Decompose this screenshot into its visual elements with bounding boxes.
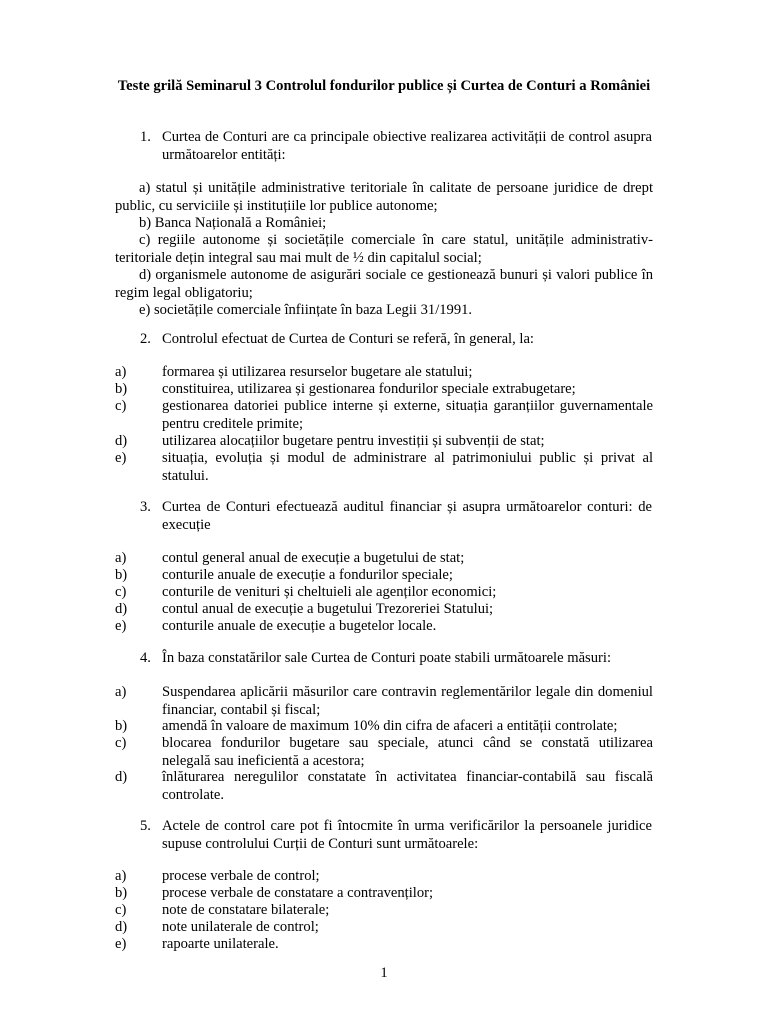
option-letter: b)	[115, 567, 128, 583]
question-2-number: 2.	[140, 331, 151, 347]
option-text: amendă în valoare de maximum 10% din cifra de afaceri a entității controlate;	[162, 718, 618, 734]
option-letter: a)	[115, 868, 127, 884]
option-text: înlăturarea neregulilor constatate în activitatea financiar-contabilă sau fiscală controlate.	[162, 769, 653, 803]
option-text: note unilaterale de control;	[162, 919, 319, 935]
option-letter: c)	[115, 902, 127, 918]
question-4-text: În baza constatărilor sale Curtea de Conturi poate stabili următoarele măsuri:	[162, 650, 612, 666]
option-letter: d)	[115, 433, 128, 449]
option-letter: d)	[115, 601, 128, 617]
question-4-number: 4.	[140, 650, 151, 666]
question-3-text: Curtea de Conturi efectuează auditul financiar și asupra următoarelor conturi: de execuție	[162, 499, 652, 533]
option-text: gestionarea datoriei publice interne și externe, situația garanțiilor guvernamentale pentru creditele primite;	[162, 398, 653, 432]
option-letter: b)	[115, 885, 128, 901]
option-letter: a)	[115, 550, 127, 566]
option-letter: b)	[115, 718, 128, 734]
question-1-option-c: c) regiile autonome și societățile comerciale în care statul, unitățile administrativ-teritoriale dețin integral sau mai mult de ½ din capitalul social;	[115, 232, 653, 266]
option-text: formarea și utilizarea resurselor bugetare ale statului;	[162, 364, 473, 380]
option-text: conturile anuale de execuție a fondurilor speciale;	[162, 567, 453, 583]
option-text: utilizarea alocațiilor bugetare pentru investiții și subvenții de stat;	[162, 433, 545, 449]
question-1-text: Curtea de Conturi are ca principale obiective realizarea activității de control asupra următoarelor entități:	[162, 129, 652, 163]
option-text: rapoarte unilaterale.	[162, 936, 279, 952]
option-text: procese verbale de constatare a contravenților;	[162, 885, 434, 901]
option-letter: a)	[115, 684, 127, 700]
option-text: Suspendarea aplicării măsurilor care contravin reglementărilor legale din domeniul financiar, contabil și fiscal;	[162, 684, 653, 718]
option-letter: d)	[115, 919, 128, 935]
question-1-option-e: e) societățile comerciale înființate în baza Legii 31/1991.	[139, 302, 473, 318]
option-text: procese verbale de control;	[162, 868, 320, 884]
question-1-number: 1.	[140, 129, 151, 145]
option-letter: c)	[115, 398, 127, 414]
document-title: Teste grilă Seminarul 3 Controlul fondurilor publice și Curtea de Conturi a României	[117, 78, 651, 94]
option-text: note de constatare bilaterale;	[162, 902, 330, 918]
option-letter: b)	[115, 381, 128, 397]
option-text: conturile de venituri și cheltuieli ale agenților economici;	[162, 584, 497, 600]
question-1-option-b: b) Banca Națională a României;	[139, 215, 327, 231]
option-text: conturile anuale de execuție a bugetelor locale.	[162, 618, 437, 634]
question-1-option-d: d) organismele autonome de asigurări sociale ce gestionează bunuri și valori publice în regim legal obligatoriu;	[115, 267, 653, 301]
question-5-number: 5.	[140, 818, 151, 834]
question-3-number: 3.	[140, 499, 151, 515]
option-letter: c)	[115, 735, 127, 751]
option-text: situația, evoluția și modul de administrare al patrimoniului public și privat al statului.	[162, 450, 653, 484]
option-letter: e)	[115, 936, 127, 952]
option-text: constituirea, utilizarea și gestionarea fondurilor speciale extrabugetare;	[162, 381, 576, 397]
page-number: 1	[380, 965, 388, 981]
option-text: contul general anual de execuție a bugetului de stat;	[162, 550, 465, 566]
option-text: blocarea fondurilor bugetare sau speciale, atunci când se constată utilizarea nelegală sau ineficientă a acestora;	[162, 735, 653, 769]
question-5-text: Actele de control care pot fi întocmite în urma verificărilor la persoanele juridice supuse controlului Curții de Conturi sunt următoarele:	[162, 818, 652, 852]
question-2-text: Controlul efectuat de Curtea de Conturi se referă, în general, la:	[162, 331, 534, 347]
option-letter: e)	[115, 450, 127, 466]
option-letter: e)	[115, 618, 127, 634]
option-letter: d)	[115, 769, 128, 785]
question-1-option-a: a) statul și unitățile administrative teritoriale în calitate de persoane juridice de drept public, cu serviciile și instituțiile lor publice autonome;	[115, 180, 653, 214]
option-text: contul anual de execuție a bugetului Trezoreriei Statului;	[162, 601, 494, 617]
option-letter: a)	[115, 364, 127, 380]
option-letter: c)	[115, 584, 127, 600]
